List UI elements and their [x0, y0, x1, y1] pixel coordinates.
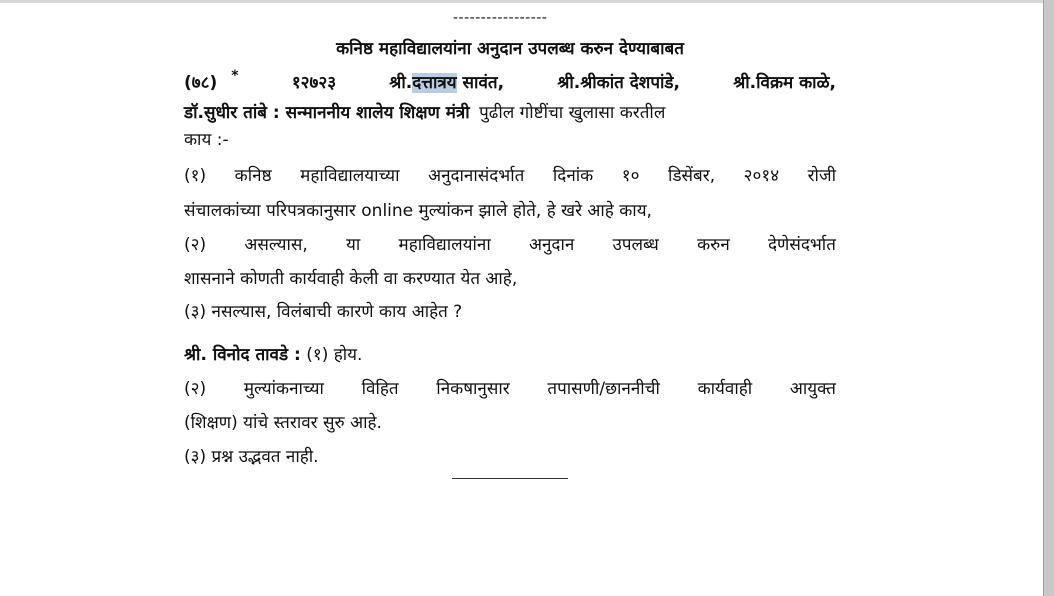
word: विहित [361, 379, 399, 399]
question-part-1-line-2: संचालकांच्या परिपत्रकानुसार online मुल्यांकन झाले होते, हे खरे आहे काय, [184, 201, 652, 221]
question-part-1-line-1 [184, 164, 836, 188]
word: कार्यवाही [697, 379, 753, 399]
answer-line-1 [184, 343, 836, 367]
word: मुल्यांकनाच्या [243, 379, 324, 399]
selected-text[interactable]: दत्तात्रय [412, 73, 457, 93]
question-header-line [184, 68, 836, 96]
answer-part-2-line-1 [184, 377, 836, 401]
answer-part-3: (३) प्रश्न उद्भवत नाही. [184, 447, 319, 467]
member-name-3: श्री.विक्रम काळे, [733, 73, 836, 93]
word: या [346, 235, 361, 255]
word: निकषानुसार [436, 379, 510, 399]
word: कनिष्ठ [234, 166, 272, 186]
answer-part-1: (१) होय. [306, 345, 363, 365]
question-id: १२७२३ [291, 73, 337, 93]
word: डिसेंबर, [668, 166, 716, 186]
question-part-2-line-2: शासनाने कोणती कार्यवाही केली वा करण्यात येत आहे, [184, 269, 518, 289]
answer-part-2-line-2: (शिक्षण) यांचे स्तरावर सुरु आहे. [184, 413, 382, 433]
word: (२) [184, 379, 207, 399]
word: आयुक्त [789, 379, 836, 399]
question-line-2 [184, 101, 836, 125]
word: (२) [184, 235, 207, 255]
answering-minister: श्री. विनोद तावडे : [184, 345, 301, 365]
window-top-edge [0, 0, 1054, 3]
word: रोजी [807, 166, 836, 186]
member-name-1: श्री.दत्तात्रय सावंत, [389, 73, 505, 93]
word: उपलब्ध [612, 235, 659, 255]
word: अनुदान [529, 235, 575, 255]
vertical-scrollbar[interactable] [1043, 0, 1054, 596]
word: महाविद्यालयाच्या [300, 166, 400, 186]
word: असल्यास, [244, 235, 308, 255]
document-title: कनिष्ठ महाविद्यालयांना अनुदान उपलब्ध करुन देण्याबाबत [336, 39, 684, 59]
word: करुन [697, 235, 730, 255]
question-part-3: (३) नसल्यास, विलंबाची कारणे काय आहेत ? [184, 302, 463, 322]
word: देणेसंदर्भात [768, 235, 836, 255]
question-line-3: काय :- [184, 130, 229, 150]
word: दिनांक [552, 166, 594, 186]
word: २०१४ [743, 166, 780, 186]
starred-mark: * [231, 68, 239, 84]
word: १० [621, 166, 640, 186]
word: तपासणी/छाननीची [547, 379, 660, 399]
word: अनुदानासंदर्भात [428, 166, 525, 186]
word: महाविद्यालयांना [398, 235, 491, 255]
word: (१) [184, 166, 207, 186]
top-separator: ----------------- [453, 10, 548, 26]
member-and-minister: डॉ.सुधीर तांबे : सन्माननीय शालेय शिक्षण मंत्री [184, 103, 470, 123]
member-name-2: श्री.श्रीकांत देशपांडे, [557, 73, 680, 93]
question-intro-text: पुढील गोष्टींचा खुलासा करतील [479, 103, 666, 123]
question-part-2-line-1 [184, 233, 836, 257]
end-separator [452, 478, 568, 479]
question-number: (७८) * [184, 68, 239, 93]
